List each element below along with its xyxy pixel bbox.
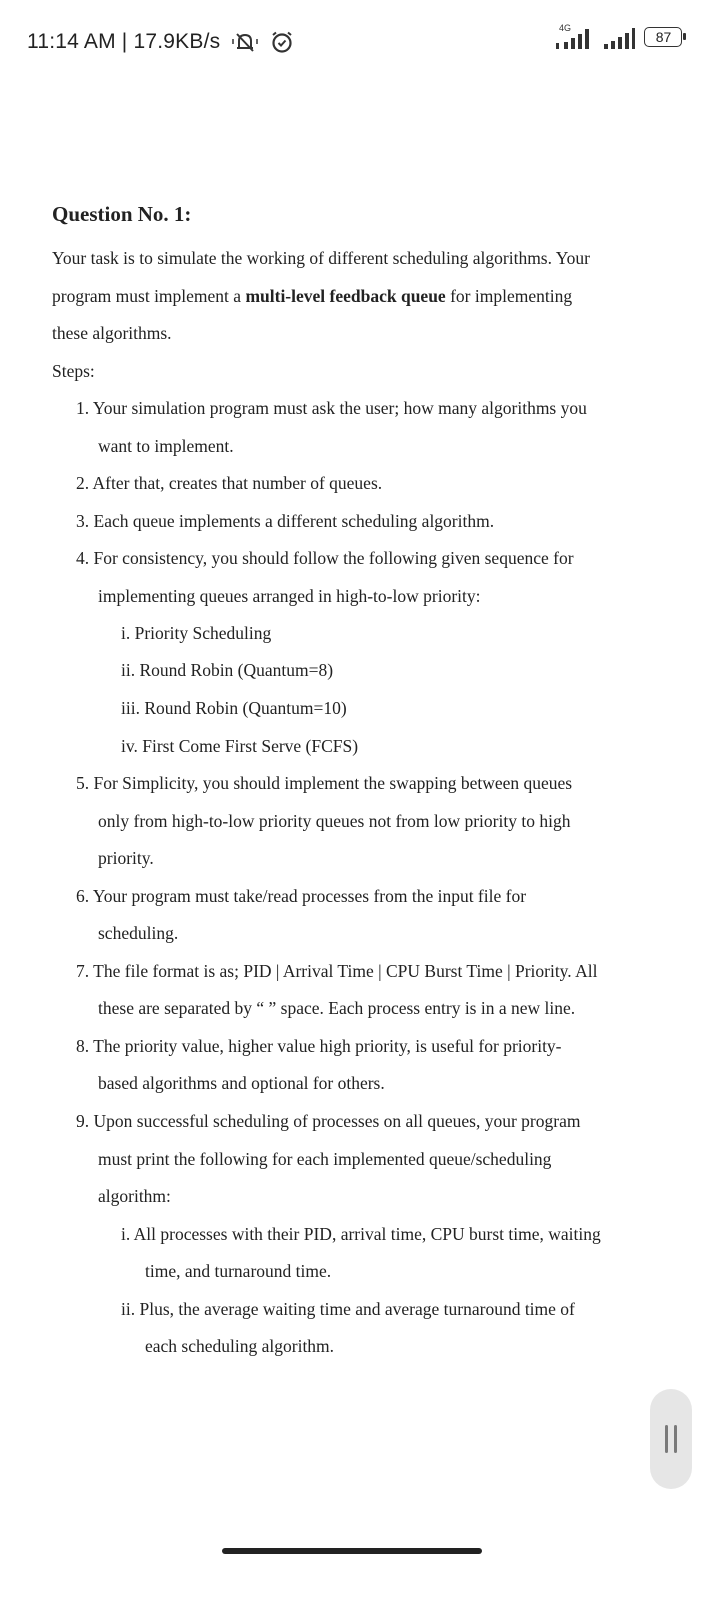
step-9-item-ii-line-1: ii. Plus, the average waiting time and average turnaround time of: [121, 1299, 575, 1319]
step-7-line-2: these are separated by “ ” space. Each process entry is in a new line.: [98, 998, 576, 1018]
step-3: 3. Each queue implements a different scheduling algorithm.: [76, 511, 495, 531]
step-6-line-2: scheduling.: [98, 923, 179, 943]
home-indicator[interactable]: [222, 1548, 482, 1554]
step-2: 2. After that, creates that number of queues.: [76, 473, 383, 493]
step-4-item-iii: iii. Round Robin (Quantum=10): [121, 698, 347, 718]
step-8-line-2: based algorithms and optional for others.: [98, 1073, 385, 1093]
status-time: [27, 30, 294, 54]
step-4-item-i: i. Priority Scheduling: [121, 623, 272, 643]
status-right: [555, 20, 688, 60]
step-9-item-ii-line-2: each scheduling algorithm.: [145, 1336, 335, 1356]
step-5-line-2: only from high-to-low priority queues not from low priority to high: [98, 811, 571, 831]
intro-line-2: program must implement a multi-level feedback queue for implementing: [52, 286, 573, 306]
step-9-item-i-line-2: time, and turnaround time.: [145, 1261, 332, 1281]
step-4-line-1: 4. For consistency, you should follow the following given sequence for: [76, 548, 574, 568]
alarm-icon: [270, 30, 294, 54]
step-5-line-3: priority.: [98, 848, 154, 868]
time-text: 11:14 AM | 17.9KB/s: [27, 30, 221, 53]
step-4-item-iv: iv. First Come First Serve (FCFS): [121, 736, 359, 756]
step-6-line-1: 6. Your program must take/read processes from the input file for: [76, 886, 527, 906]
step-9-line-2: must print the following for each implemented queue/scheduling: [98, 1149, 552, 1169]
intro-line-3: these algorithms.: [52, 323, 172, 343]
signal-4g-icon: [555, 20, 597, 54]
floating-pause-button[interactable]: [650, 1389, 692, 1489]
step-5-line-1: 5. For Simplicity, you should implement the swapping between queues: [76, 773, 573, 793]
battery-level: 87: [655, 29, 672, 45]
intro-line-1: Your task is to simulate the working of different scheduling algorithms. Your: [52, 248, 590, 268]
step-4-item-ii: ii. Round Robin (Quantum=8): [121, 660, 334, 680]
step-7-line-1: 7. The file format is as; PID | Arrival Time | CPU Burst Time | Priority. All: [76, 961, 598, 981]
step-9-line-1: 9. Upon successful scheduling of processes on all queues, your program: [76, 1111, 581, 1131]
step-1-line-1: 1. Your simulation program must ask the user; how many algorithms you: [76, 398, 587, 418]
battery-icon: [644, 26, 688, 48]
step-8-line-1: 8. The priority value, higher value high priority, is useful for priority-: [76, 1036, 562, 1056]
notification-muted-icon: [232, 30, 258, 54]
network-label: 4G: [559, 23, 572, 33]
step-4-line-2: implementing queues arranged in high-to-low priority:: [98, 586, 481, 606]
step-9-item-i-line-1: i. All processes with their PID, arrival time, CPU burst time, waiting: [121, 1224, 601, 1244]
step-1-line-2: want to implement.: [98, 436, 234, 456]
bold-term: multi-level feedback queue: [245, 286, 446, 306]
steps-label: Steps:: [52, 361, 95, 381]
signal-icon: [602, 20, 636, 54]
question-title: Question No. 1:: [52, 202, 192, 226]
step-9-line-3: algorithm:: [98, 1186, 171, 1206]
status-bar: [0, 0, 720, 86]
